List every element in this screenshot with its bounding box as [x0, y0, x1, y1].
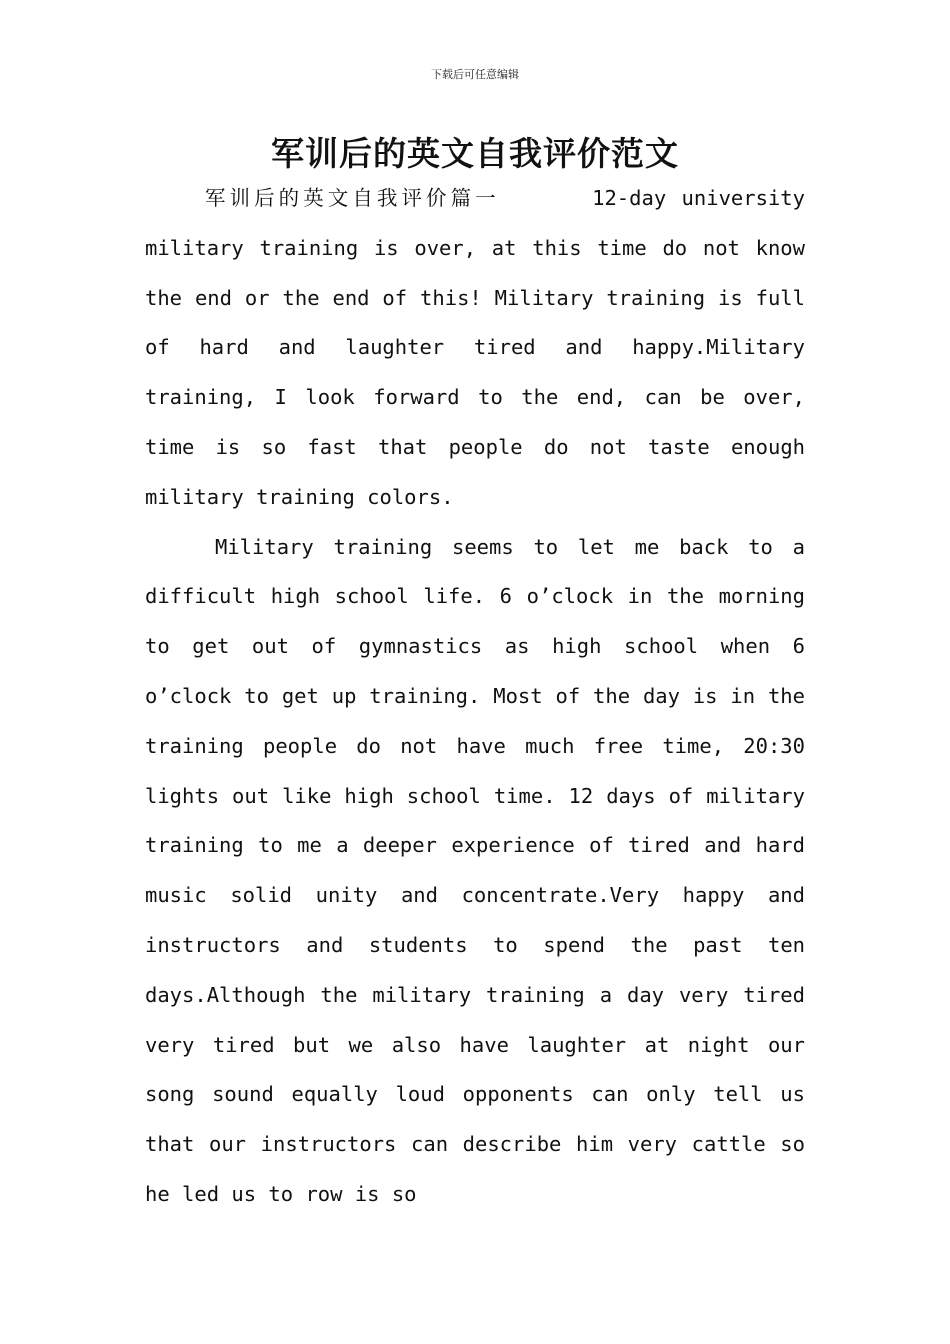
paragraph-1-text: 12-day university military training is over, at this time do not know the end or the end of this! Military training is full of hard and laughter tired and happy.Military training, I look forward to the end, can be over, time is so fast that people do not taste enough military training colors.	[145, 186, 805, 509]
section-heading-inline: 军训后的英文自我评价篇一	[205, 186, 500, 210]
paragraph-2-text: Military training seems to let me back to a difficult high school life. 6 o’clock in the morning to get out of gymnastics as high school when 6 o’clock to get up training. Most of the day is in the training people do not have much free time, 20:30 lights out like high school time. 12 days of military training to me a deeper experience of tired and hard music solid unity and concentrate.Very happy and instructors and students to spend the past ten days.Although the military training a day very tired very tired but we also have laughter at night our song sound equally loud opponents can only tell us that our instructors can describe him very cattle so he led us to row is so	[145, 534, 805, 1206]
paragraph-1	[145, 174, 805, 523]
header-note: 下载后可任意编辑	[431, 68, 519, 81]
paragraph-2	[145, 523, 805, 1220]
document-body	[145, 174, 805, 1220]
document-title: 军训后的英文自我评价范文	[271, 134, 679, 173]
